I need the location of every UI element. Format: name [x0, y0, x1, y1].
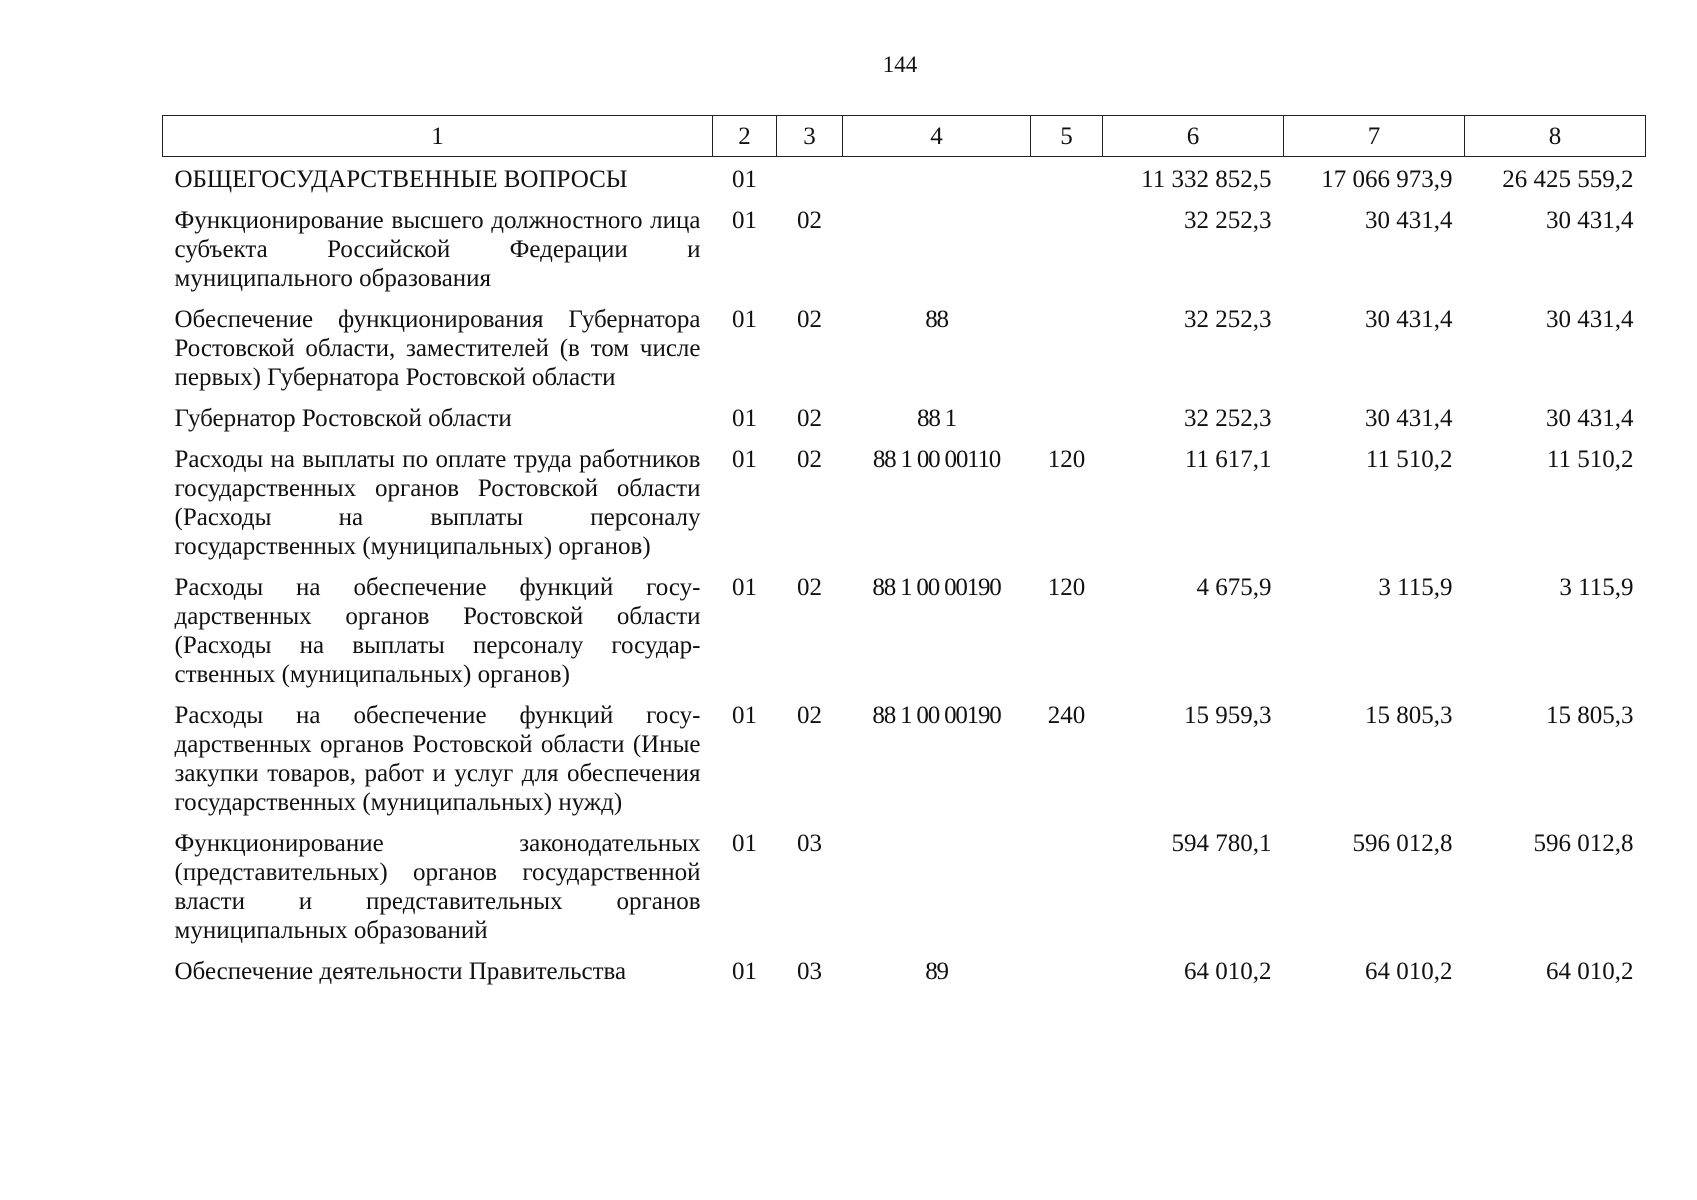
- row-section-code: 01: [732, 958, 757, 985]
- header-cell-1: 1: [163, 116, 713, 157]
- row-name: ОБЩЕГОСУДАРСТВЕННЫЕ ВОПРОСЫ: [174, 166, 628, 193]
- row-amount-col7: 30 431,4: [1365, 207, 1453, 234]
- row-target-article-code: [843, 829, 1031, 957]
- row-name: Обеспечение деятельности Правительства: [174, 958, 627, 985]
- row-target-article-code: 88 1 00 00190: [872, 574, 1001, 601]
- row-subsection-code: 02: [797, 702, 822, 729]
- row-name: Обеспечение функционирования Губернатора Ростовской области, заместителей (в том числе первых) Губернатора Ростовской области: [174, 306, 701, 391]
- row-section-code: 01: [732, 830, 757, 857]
- row-subsection-code: 02: [797, 306, 822, 333]
- row-target-article-code: 88 1: [917, 405, 956, 432]
- header-cell-8: 8: [1465, 116, 1646, 157]
- row-amount-col7: 30 431,4: [1365, 405, 1453, 432]
- row-amount-col6: 32 252,3: [1184, 405, 1272, 432]
- table-row: [163, 206, 1646, 305]
- header-cell-5: 5: [1031, 116, 1103, 157]
- row-amount-col6: 4 675,9: [1196, 574, 1272, 601]
- row-subsection-code: 03: [797, 830, 822, 857]
- page-number: 144: [882, 52, 918, 77]
- table-row: [163, 701, 1646, 829]
- row-subsection-code: 02: [797, 405, 822, 432]
- row-expense-type-code: 240: [1047, 702, 1086, 729]
- header-cell-7: 7: [1284, 116, 1465, 157]
- row-expense-type-code: 120: [1047, 446, 1086, 473]
- row-amount-col6: 15 959,3: [1184, 702, 1272, 729]
- row-section-code: 01: [732, 207, 757, 234]
- row-name: Расходы на обеспечение функций государственных органов Ростовской области (Иные закупки товаров, работ и услуг для обеспечения государственных (муниципальных) нужд): [174, 702, 701, 816]
- row-amount-col8: 30 431,4: [1546, 405, 1634, 432]
- row-expense-type-code: [1031, 957, 1103, 998]
- row-target-article-code: [843, 157, 1031, 207]
- row-amount-col6: 64 010,2: [1184, 958, 1272, 985]
- header-cell-4: 4: [843, 116, 1031, 157]
- row-amount-col8: 15 805,3: [1546, 702, 1634, 729]
- table-row: [163, 445, 1646, 573]
- row-expense-type-code: [1031, 404, 1103, 445]
- row-amount-col7: 15 805,3: [1365, 702, 1453, 729]
- row-name: Губернатор Ростовской области: [174, 405, 512, 432]
- row-name: Расходы на выплаты по оплате труда работников государственных органов Ростовской области (Расходы на выплаты персоналу государственных (муниципальных) органов): [174, 446, 701, 560]
- row-amount-col7: 30 431,4: [1365, 306, 1453, 333]
- row-name: Расходы на обеспечение функций государственных органов Ростовской области (Расходы на выплаты персоналу государственных (муниципальных) органов): [174, 574, 701, 688]
- table-header: [163, 116, 1646, 157]
- row-amount-col7: 17 066 973,9: [1321, 166, 1453, 193]
- table-row: [163, 404, 1646, 445]
- row-amount-col6: 32 252,3: [1184, 207, 1272, 234]
- row-amount-col7: 64 010,2: [1365, 958, 1453, 985]
- row-amount-col8: 64 010,2: [1546, 958, 1634, 985]
- row-amount-col8: 3 115,9: [1559, 574, 1634, 601]
- row-target-article-code: 88: [925, 306, 948, 333]
- row-expense-type-code: [1031, 305, 1103, 404]
- row-target-article-code: 88 1 00 00190: [872, 702, 1001, 729]
- row-expense-type-code: [1031, 206, 1103, 305]
- row-name: Функционирование высшего должностного лица субъекта Российской Федерации и муниципального образования: [174, 207, 701, 292]
- row-expense-type-code: 120: [1047, 574, 1086, 601]
- row-amount-col6: 11 617,1: [1184, 446, 1272, 473]
- row-amount-col6: 32 252,3: [1184, 306, 1272, 333]
- row-amount-col8: 26 425 559,2: [1502, 166, 1634, 193]
- row-subsection-code: 02: [797, 207, 822, 234]
- row-amount-col8: 11 510,2: [1546, 446, 1634, 473]
- row-section-code: 01: [732, 702, 757, 729]
- table-row: [163, 829, 1646, 957]
- table-body: [163, 157, 1646, 999]
- row-target-article-code: [843, 206, 1031, 305]
- header-cell-3: 3: [777, 116, 843, 157]
- row-section-code: 01: [732, 574, 757, 601]
- row-section-code: 01: [732, 166, 757, 193]
- row-amount-col7: 596 012,8: [1352, 830, 1453, 857]
- row-amount-col6: 11 332 852,5: [1141, 166, 1272, 193]
- row-subsection-code: 03: [797, 958, 822, 985]
- header-cell-2: 2: [713, 116, 777, 157]
- row-amount-col8: 596 012,8: [1533, 830, 1634, 857]
- row-section-code: 01: [732, 306, 757, 333]
- table-row: [163, 957, 1646, 998]
- row-amount-col8: 30 431,4: [1546, 207, 1634, 234]
- row-name: Функционирование законодательных (представительных) органов государственной власти и представительных органов муниципальных образований: [174, 830, 701, 944]
- header-cell-6: 6: [1103, 116, 1284, 157]
- row-subsection-code: [777, 157, 843, 207]
- row-amount-col7: 3 115,9: [1378, 574, 1453, 601]
- row-amount-col6: 594 780,1: [1171, 830, 1272, 857]
- row-expense-type-code: [1031, 829, 1103, 957]
- table-row: [163, 305, 1646, 404]
- row-subsection-code: 02: [797, 574, 822, 601]
- header-row: [163, 116, 1646, 157]
- row-target-article-code: 88 1 00 00110: [872, 446, 1001, 473]
- row-target-article-code: 89: [925, 958, 948, 985]
- row-amount-col8: 30 431,4: [1546, 306, 1634, 333]
- row-section-code: 01: [732, 405, 757, 432]
- row-expense-type-code: [1031, 157, 1103, 207]
- budget-table: [162, 115, 1646, 998]
- row-subsection-code: 02: [797, 446, 822, 473]
- table-row: [163, 573, 1646, 701]
- row-amount-col7: 11 510,2: [1365, 446, 1453, 473]
- table-row: [163, 157, 1646, 207]
- row-section-code: 01: [732, 446, 757, 473]
